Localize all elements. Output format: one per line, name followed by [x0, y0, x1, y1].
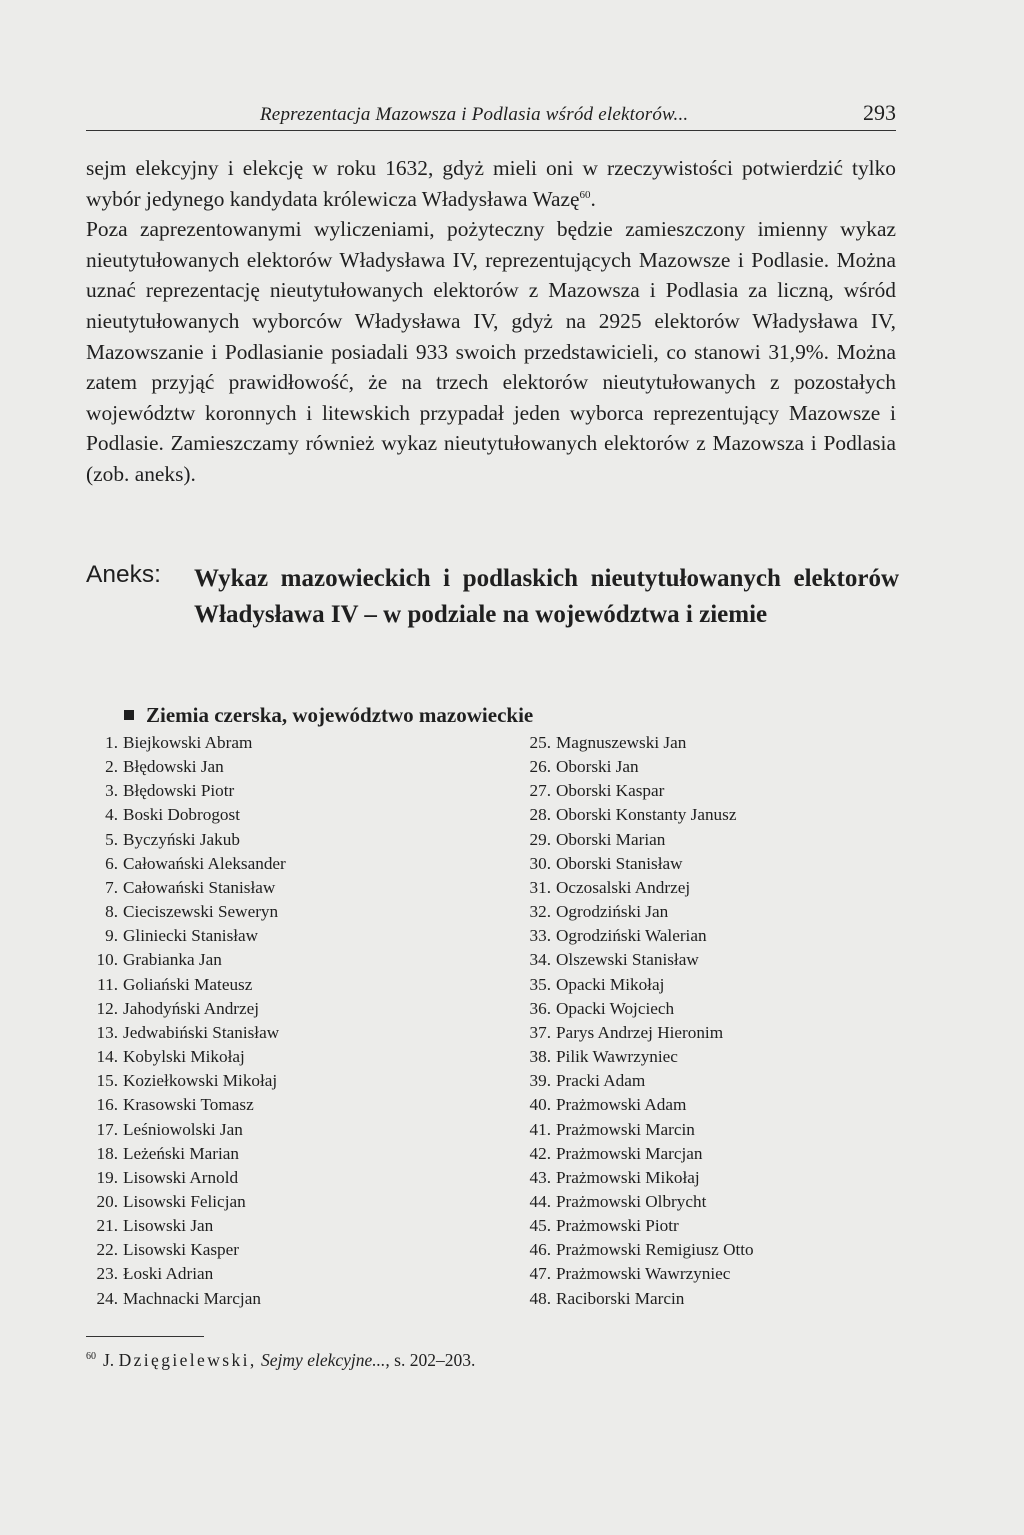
list-item-number: 16. [96, 1095, 118, 1115]
list-item-number: 34. [529, 950, 551, 970]
list-item-number: 2. [105, 757, 118, 777]
paragraph-1-text: sejm elekcyjny i elekcję w roku 1632, gdyż mieli oni w rzeczywistości potwierdzić tylko wybór jedynego kandydata królewicza Władysława Wazę [86, 156, 896, 211]
list-item-name: Prażmowski Wawrzyniec [556, 1264, 731, 1284]
list-item-name: Olszewski Stanisław [556, 950, 699, 970]
list-item-name: Pracki Adam [556, 1071, 646, 1091]
list-item-number: 3. [105, 781, 118, 801]
list-item-number: 12. [96, 998, 118, 1018]
list-item [518, 1262, 754, 1286]
list-item [518, 1214, 754, 1238]
running-head [86, 98, 896, 128]
list-item [86, 1045, 286, 1069]
list-item-name: Magnuszewski Jan [556, 733, 687, 752]
list-item-number: 7. [105, 877, 118, 897]
list-item [518, 900, 754, 924]
list-item [518, 1287, 754, 1311]
body-text [86, 153, 896, 490]
list-item [86, 1238, 286, 1262]
list-item [86, 1021, 286, 1045]
list-item-number: 39. [529, 1071, 551, 1091]
list-item-name: Całowański Aleksander [123, 853, 286, 873]
list-item-name: Oczosalski Andrzej [556, 877, 691, 897]
list-item [86, 973, 286, 997]
footnote-author-initial: J. [103, 1350, 115, 1370]
annex-label: Aneks: [86, 561, 161, 588]
list-item-name: Lisowski Felicjan [123, 1191, 246, 1211]
list-item-name: Całowański Stanisław [123, 877, 276, 897]
list-item-name: Oborski Konstanty Janusz [556, 805, 737, 825]
section-heading [124, 703, 533, 728]
list-item [518, 876, 754, 900]
list-item [518, 1069, 754, 1093]
list-item [518, 997, 754, 1021]
list-item-number: 22. [96, 1240, 118, 1260]
list-item-number: 41. [529, 1119, 551, 1139]
page-number: 293 [863, 100, 896, 125]
list-item [86, 755, 286, 779]
annex-title: Wykaz mazowieckich i podlaskich nieutytułowanych elektorów Władysława IV – w podziale na województwa i ziemie [194, 565, 899, 628]
list-item [518, 973, 754, 997]
list-item-name: Prażmowski Mikołaj [556, 1167, 700, 1187]
list-item-number: 29. [529, 829, 551, 849]
list-item-number: 46. [529, 1240, 551, 1260]
list-item-name: Gliniecki Stanisław [123, 926, 259, 946]
list-item-name: Oborski Marian [556, 829, 666, 849]
list-item-number: 43. [529, 1167, 551, 1187]
list-item-name: Leśniowolski Jan [123, 1119, 243, 1139]
list-item-number: 28. [529, 805, 551, 825]
list-item-number: 47. [529, 1264, 551, 1284]
list-item-number: 31. [529, 877, 551, 897]
list-item [518, 779, 754, 803]
list-item [518, 731, 754, 755]
list-item-number: 20. [96, 1191, 118, 1211]
list-item [518, 948, 754, 972]
list-item-name: Cieciszewski Seweryn [123, 902, 279, 922]
list-item-name: Błędowski Jan [123, 757, 224, 777]
list-item-number: 25. [529, 733, 551, 752]
list-item-name: Grabianka Jan [123, 950, 222, 970]
list-item-number: 19. [96, 1167, 118, 1187]
list-item-name: Oborski Kaspar [556, 781, 665, 801]
list-item-number: 11. [97, 974, 118, 994]
list-item-name: Ogrodziński Jan [556, 902, 669, 922]
list-item [86, 1118, 286, 1142]
list-item-number: 14. [96, 1047, 118, 1067]
list-item-number: 37. [529, 1022, 551, 1042]
list-item-number: 13. [96, 1022, 118, 1042]
list-item [86, 779, 286, 803]
running-title: Reprezentacja Mazowsza i Podlasia wśród elektorów... [260, 104, 689, 125]
list-item [86, 1190, 286, 1214]
list-item-number: 21. [96, 1216, 118, 1236]
list-item-name: Boski Dobrogost [123, 805, 240, 825]
list-item [86, 1069, 286, 1093]
paragraph-2: Poza zaprezentowanymi wyliczeniami, pożyteczny będzie zamieszczony imienny wykaz nieutytułowanych elektorów Władysława IV, reprezentujących Mazowsze i Podlasie. Można uznać reprezentację nieutytułowanych elektorów z Mazowsza i Podlasia za liczną, wśród nieutytułowanych wyborców Władysława IV, gdyż na 2925 elektorów Władysława IV, Mazowszanie i Podlasianie posiadali 933 swoich przedstawicieli, co stanowi 31,9%. Można zatem przyjąć prawidłowość, że na trzech elektorów nieutytułowanych z pozostałych województw koronnych i litewskich przypadał jeden wyborca reprezentujący Mazowsze i Podlasie. Zamieszczamy również wykaz nieutytułowanych elektorów z Mazowsza i Podlasia (zob. aneks). [86, 217, 896, 486]
list-item-name: Opacki Wojciech [556, 998, 675, 1018]
footnote [86, 1350, 475, 1371]
list-item-number: 18. [96, 1143, 118, 1163]
list-item-name: Parys Andrzej Hieronim [556, 1022, 724, 1042]
footnote-rule [86, 1336, 204, 1337]
list-item [86, 1262, 286, 1286]
list-item [86, 876, 286, 900]
footnote-mark: 60 [86, 1351, 96, 1363]
list-item [86, 1214, 286, 1238]
list-item-number: 36. [529, 998, 551, 1018]
list-item-number: 32. [529, 902, 551, 922]
list-item-name: Oborski Jan [556, 757, 639, 777]
list-item-number: 42. [529, 1143, 551, 1163]
list-item [518, 852, 754, 876]
list-item-name: Prażmowski Remigiusz Otto [556, 1240, 754, 1260]
list-item-number: 24. [96, 1288, 118, 1308]
list-item-name: Prażmowski Piotr [556, 1216, 679, 1236]
list-item-name: Łoski Adrian [123, 1264, 214, 1284]
list-item-number: 6. [105, 853, 118, 873]
list-item-number: 26. [529, 757, 551, 777]
list-item-number: 45. [529, 1216, 551, 1236]
list-item [518, 1045, 754, 1069]
list-item [518, 1190, 754, 1214]
list-item-number: 40. [529, 1095, 551, 1115]
elector-list-left [86, 731, 286, 1311]
list-item-name: Opacki Mikołaj [556, 974, 665, 994]
list-item-number: 10. [96, 950, 118, 970]
list-item-name: Koziełkowski Mikołaj [123, 1071, 278, 1091]
header-rule [86, 130, 896, 131]
list-item-name: Lisowski Kasper [123, 1240, 239, 1260]
list-item [86, 1166, 286, 1190]
list-item-number: 1. [105, 733, 118, 752]
list-item [86, 900, 286, 924]
list-item-number: 30. [529, 853, 551, 873]
list-item-number: 15. [96, 1071, 118, 1091]
list-item [86, 803, 286, 827]
list-item-name: Ogrodziński Walerian [556, 926, 707, 946]
list-item [518, 1166, 754, 1190]
list-item [518, 1238, 754, 1262]
elector-list-right [518, 731, 754, 1311]
list-item [86, 828, 286, 852]
list-item-name: Biejkowski Abram [123, 733, 253, 752]
list-item [518, 1142, 754, 1166]
list-item-name: Leżeński Marian [123, 1143, 239, 1163]
list-item [518, 803, 754, 827]
list-item-number: 4. [105, 805, 118, 825]
list-item-name: Raciborski Marcin [556, 1288, 685, 1308]
list-item-name: Błędowski Piotr [123, 781, 235, 801]
list-item [518, 1021, 754, 1045]
list-item [518, 1118, 754, 1142]
list-item-number: 8. [105, 902, 118, 922]
list-item-name: Prażmowski Adam [556, 1095, 687, 1115]
list-item-number: 48. [529, 1288, 551, 1308]
list-item-number: 23. [96, 1264, 118, 1284]
list-item-name: Oborski Stanisław [556, 853, 683, 873]
list-item-number: 27. [529, 781, 551, 801]
list-item-name: Lisowski Arnold [123, 1167, 239, 1187]
list-item [86, 948, 286, 972]
list-item-name: Machnacki Marcjan [123, 1288, 261, 1308]
list-item-name: Goliański Mateusz [123, 974, 253, 994]
list-item-number: 33. [529, 926, 551, 946]
list-item-name: Jahodyński Andrzej [123, 998, 260, 1018]
list-item-name: Jedwabiński Stanisław [123, 1022, 280, 1042]
list-item-name: Prażmowski Marcjan [556, 1143, 703, 1163]
list-item-name: Byczyński Jakub [123, 829, 240, 849]
list-item [518, 1093, 754, 1117]
list-item [518, 755, 754, 779]
list-item-name: Kobylski Mikołaj [123, 1047, 245, 1067]
square-bullet-icon [124, 710, 134, 720]
list-item [86, 924, 286, 948]
list-item [86, 1142, 286, 1166]
list-item-name: Pilik Wawrzyniec [556, 1047, 678, 1067]
list-item [518, 828, 754, 852]
footnote-reference[interactable]: 60 [579, 188, 591, 201]
list-item-number: 9. [105, 926, 118, 946]
list-item-name: Krasowski Tomasz [123, 1095, 254, 1115]
list-item [86, 731, 286, 755]
list-item [86, 852, 286, 876]
list-item-name: Prażmowski Olbrycht [556, 1191, 707, 1211]
list-item [86, 1093, 286, 1117]
list-item-number: 5. [105, 829, 118, 849]
paragraph-1 [86, 153, 896, 214]
list-item-number: 35. [529, 974, 551, 994]
list-item-number: 44. [529, 1191, 551, 1211]
list-item-name: Lisowski Jan [123, 1216, 214, 1236]
list-item [518, 924, 754, 948]
paragraph-1-end: . [590, 186, 596, 211]
list-item [86, 997, 286, 1021]
list-item [86, 1287, 286, 1311]
section-heading-text: Ziemia czerska, województwo mazowieckie [146, 703, 534, 727]
list-item-number: 17. [96, 1119, 118, 1139]
footnote-work: Sejmy elekcyjne..., [261, 1350, 390, 1370]
list-item-number: 38. [529, 1047, 551, 1067]
footnote-author: Dzięgielewski, [118, 1350, 257, 1370]
list-item-name: Prażmowski Marcin [556, 1119, 695, 1139]
footnote-pages: s. 202–203. [394, 1350, 476, 1370]
